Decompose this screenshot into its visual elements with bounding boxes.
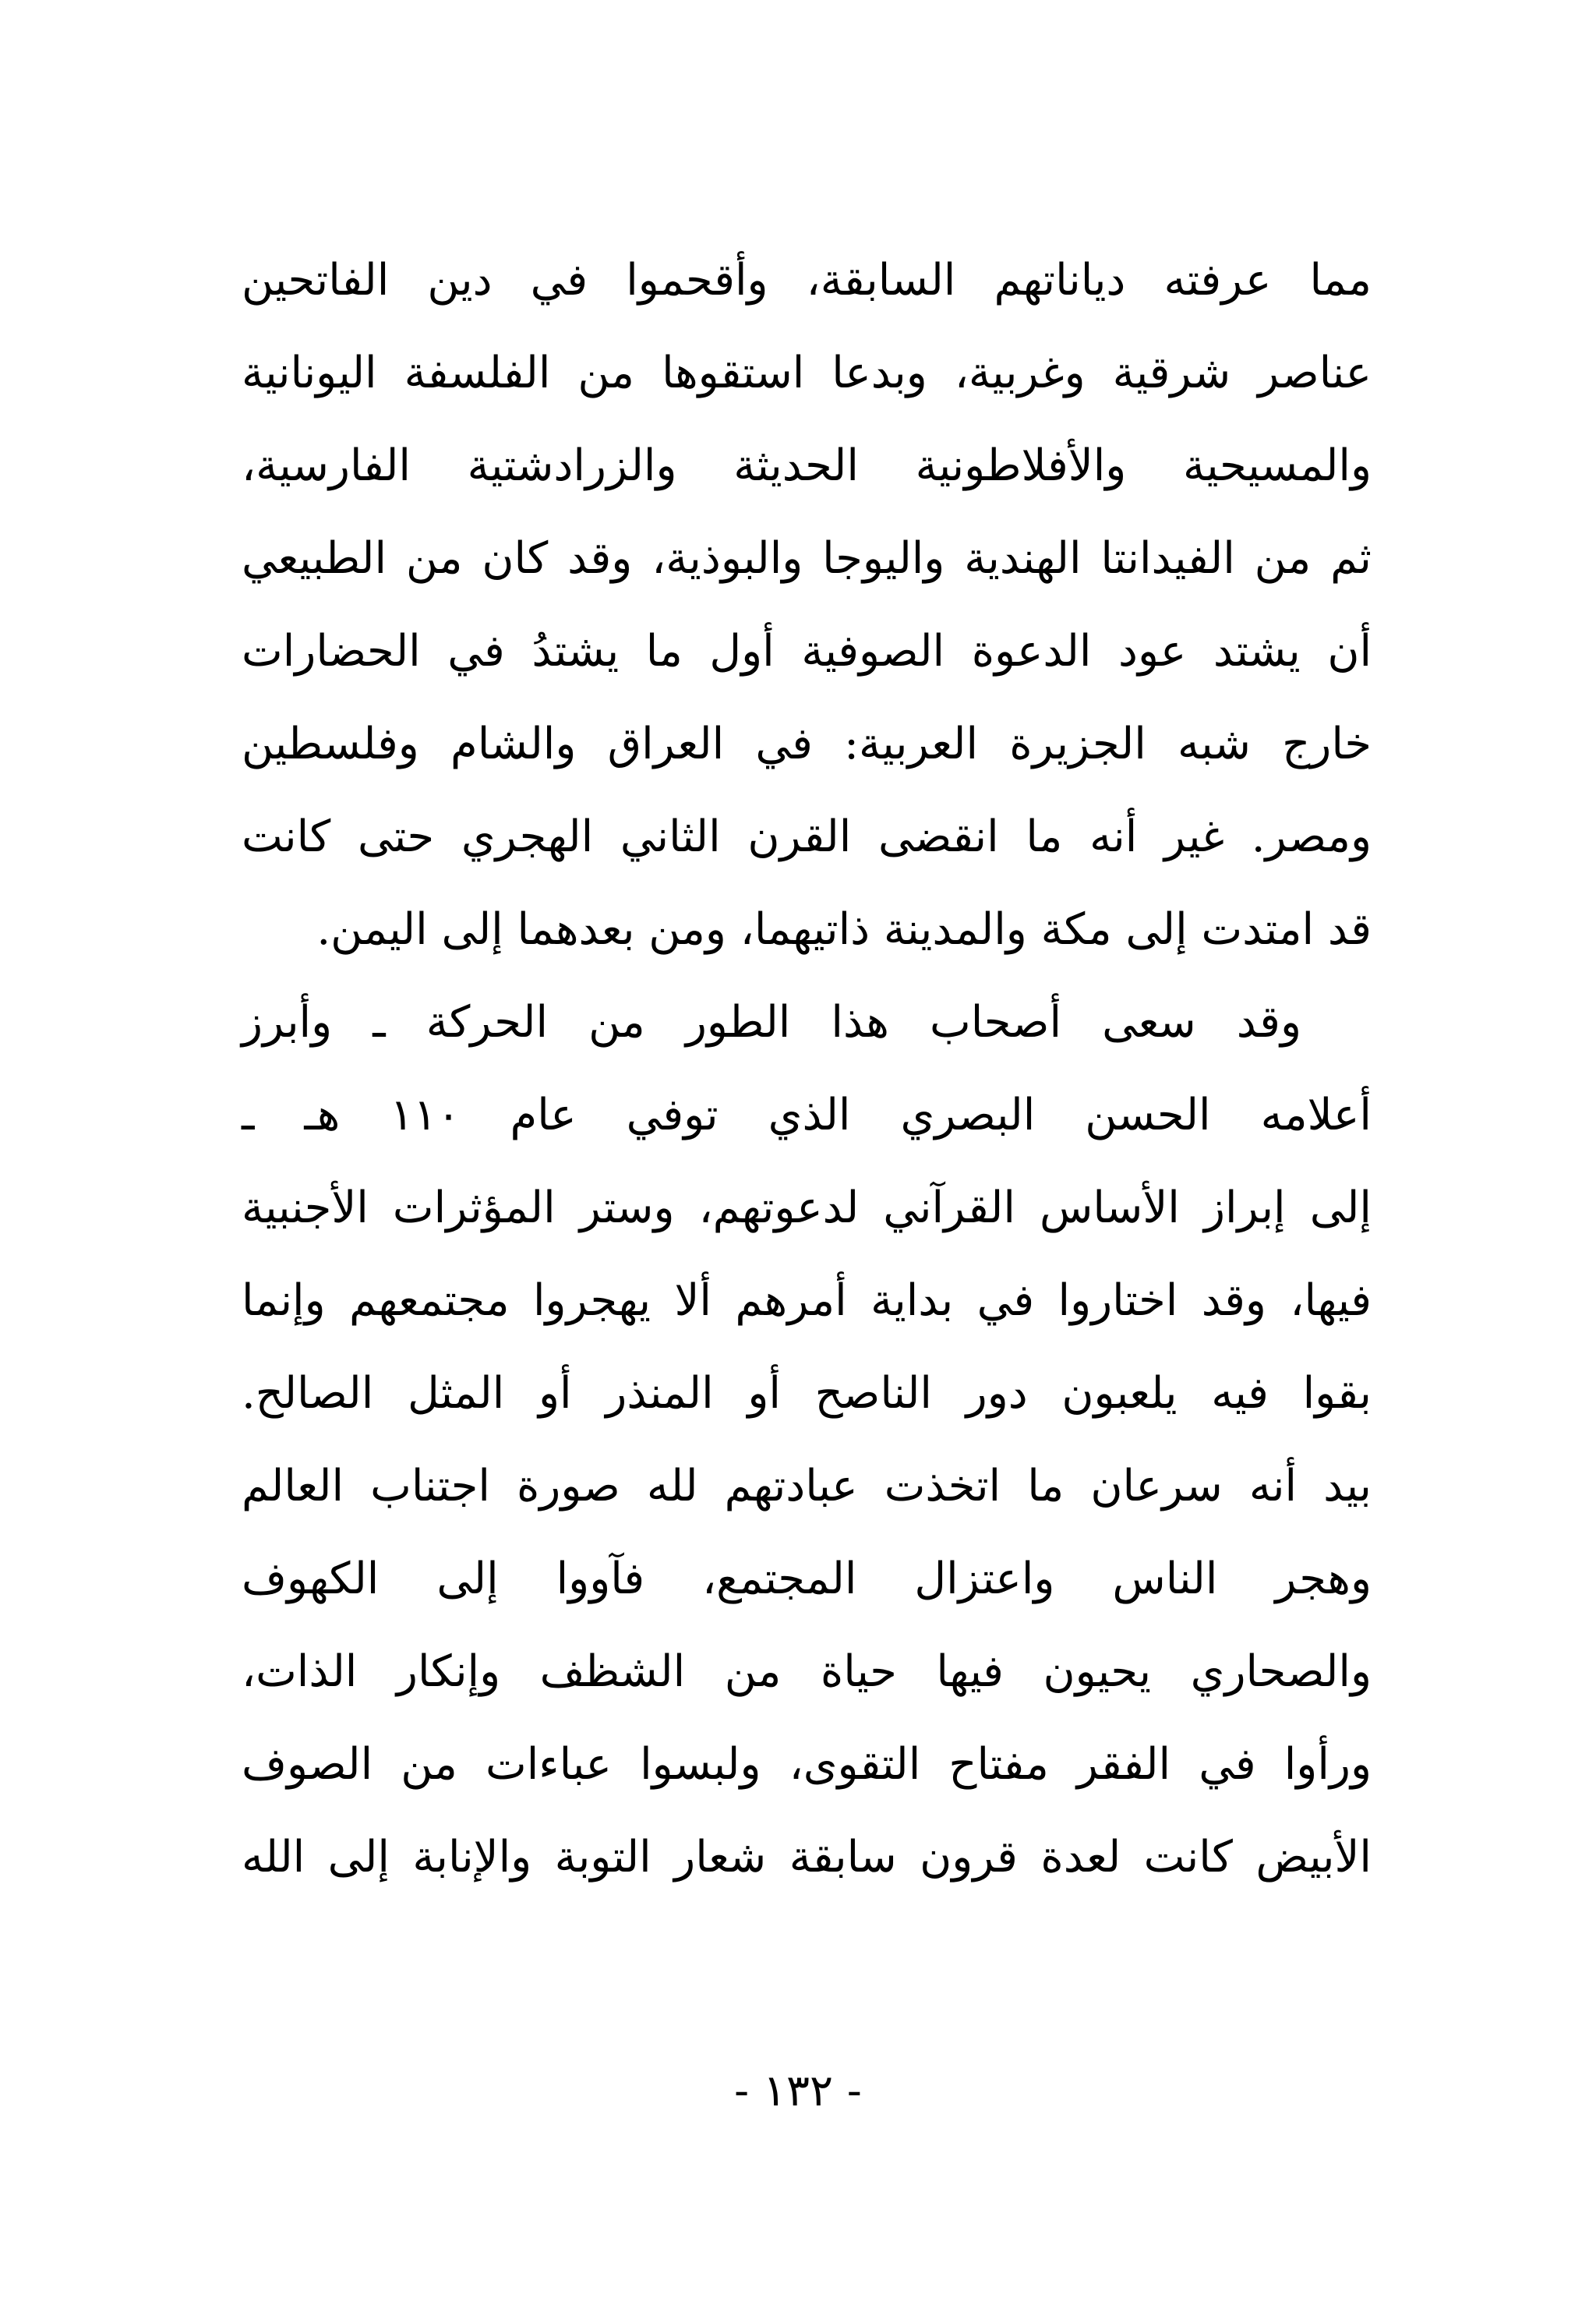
text-line: أعلامه الحسن البصري الذي توفي عام ١١٠ هـ ـ (242, 1090, 1372, 1140)
text-line: بيد أنه سرعان ما اتخذت عبادتهم لله صورة اجتناب العالم (242, 1461, 1372, 1511)
text-line: أن يشتد عود الدعوة الصوفية أول ما يشتدُ في الحضارات (242, 626, 1372, 677)
text-line: عناصر شرقية وغربية، وبدعا استقوها من الفلسفة اليونانية (242, 348, 1372, 398)
text-line: بقوا فيه يلعبون دور الناصح أو المنذر أو المثل الصالح. (242, 1368, 1372, 1419)
page-number: - ١٣٢ - (734, 2066, 862, 2116)
text-line: فيها، وقد اختاروا في بداية أمرهم ألا يهجروا مجتمعهم وإنما (242, 1275, 1372, 1326)
paragraph (242, 234, 1372, 976)
text-line: والمسيحية والأفلاطونية الحديثة والزرادشتية الفارسية، (242, 440, 1372, 491)
body-text (242, 234, 1372, 1904)
paragraph (242, 976, 1372, 1904)
text-line: ومصر. غير أنه ما انقضى القرن الثاني الهجري حتى كانت (242, 811, 1372, 862)
text-line: الأبيض كانت لعدة قرون سابقة شعار التوبة والإنابة إلى الله (242, 1832, 1372, 1883)
text-line: والصحاري يحيون فيها حياة من الشظف وإنكار الذات، (242, 1646, 1372, 1697)
text-line: إلى إبراز الأساس القرآني لدعوتهم، وستر المؤثرات الأجنبية (242, 1183, 1372, 1233)
text-line: وهجر الناس واعتزال المجتمع، فآووا إلى الكهوف (242, 1554, 1372, 1604)
text-line: خارج شبه الجزيرة العربية: في العراق والشام وفلسطين (242, 719, 1372, 769)
text-line: مما عرفته دياناتهم السابقة، وأقحموا في دين الفاتحين (242, 255, 1372, 306)
text-line: ثم من الفيدانتا الهندية واليوجا والبوذية، وقد كان من الطبيعي (242, 533, 1372, 584)
text-line: ورأوا في الفقر مفتاح التقوى، ولبسوا عباءات من الصوف (242, 1739, 1372, 1790)
text-line: وقد سعى أصحاب هذا الطور من الحركة ـ وأبرز (242, 997, 1301, 1048)
text-line: قد امتدت إلى مكة والمدينة ذاتيهما، ومن بعدهما إلى اليمن. (316, 904, 1372, 955)
